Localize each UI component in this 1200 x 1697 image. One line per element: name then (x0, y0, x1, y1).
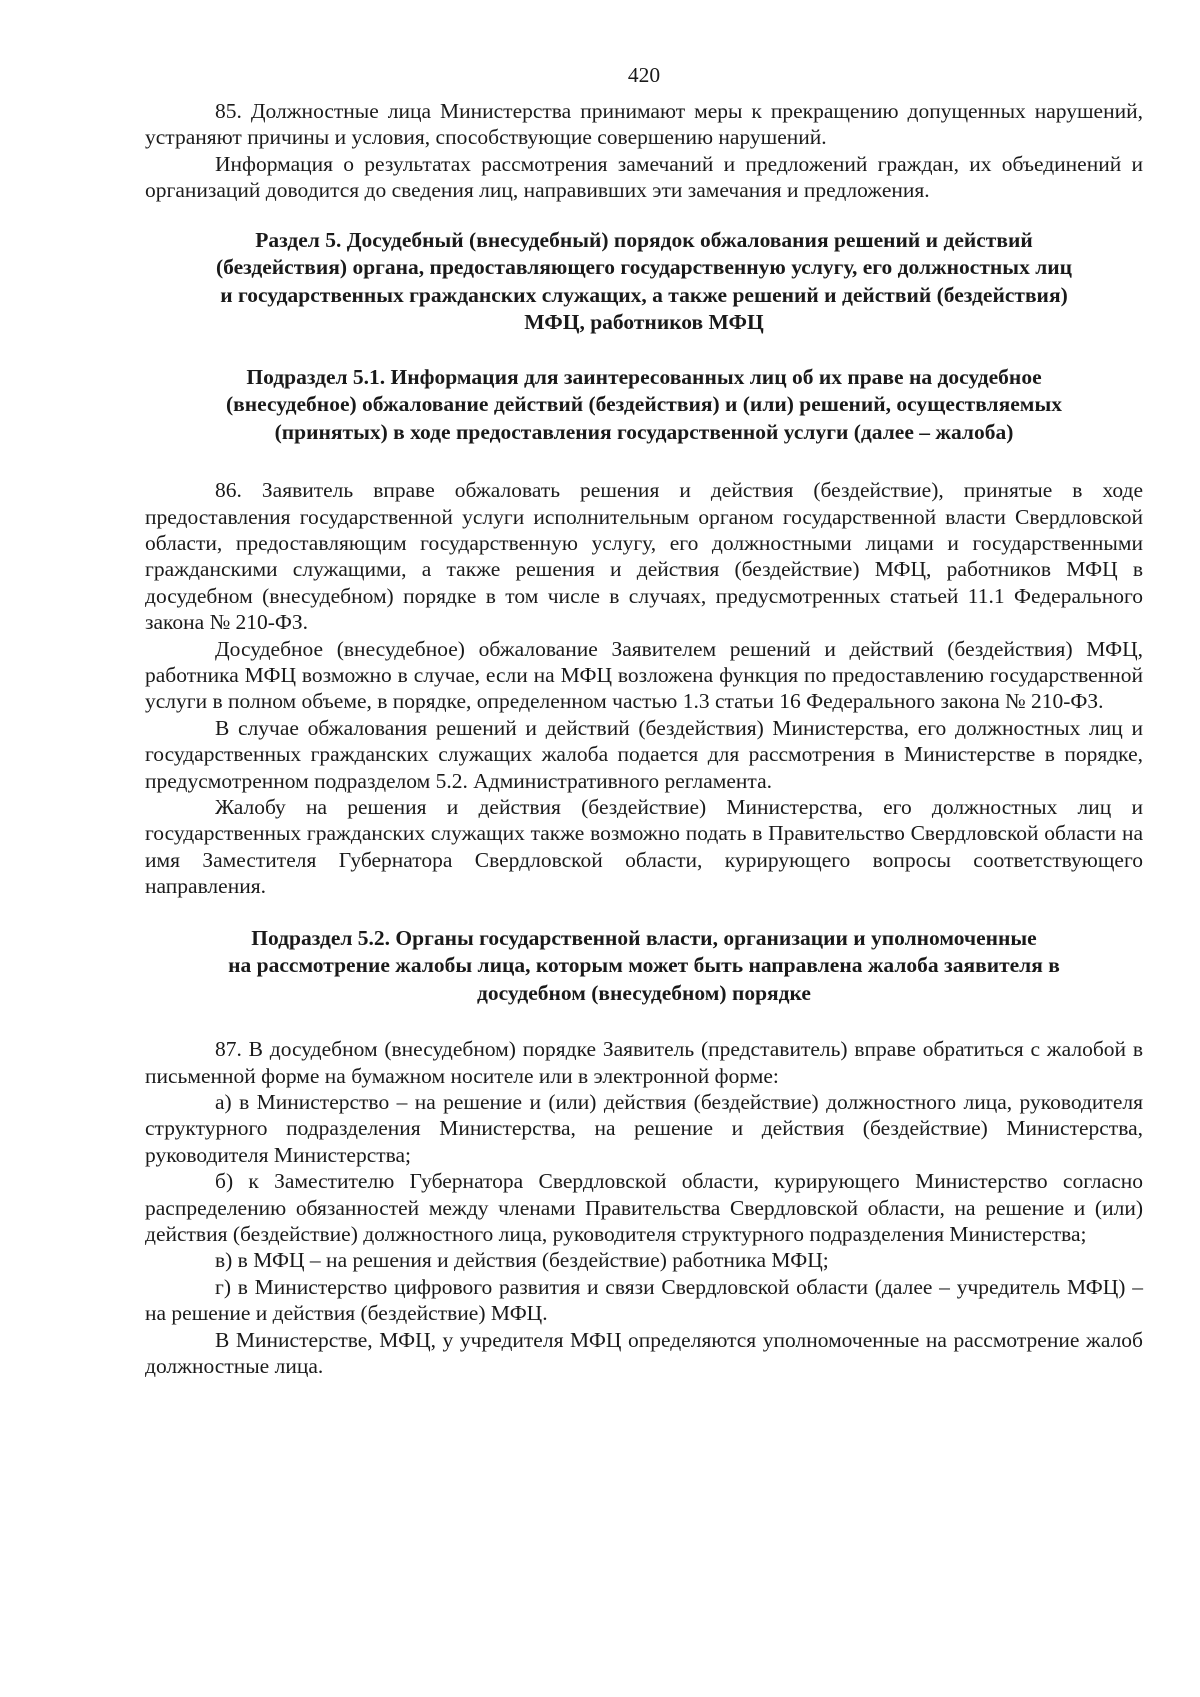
paragraph-85-info: Информация о результатах рассмотрения замечаний и предложений граждан, их объединений и организаций доводится до сведения лиц, направивших эти замечания и предложения. (145, 151, 1143, 203)
paragraph-group-85 (145, 98, 1143, 204)
subsection-5-2-heading (145, 925, 1143, 1008)
subsection-5-1-heading (145, 364, 1143, 447)
heading-line: и государственных гражданских служащих, а также решений и действий (бездействия) (220, 282, 1068, 307)
paragraph-87: 87. В досудебном (внесудебном) порядке Заявитель (представитель) вправе обратиться с жалобой в письменной форме на бумажном носителе или в электронной форме: (145, 1037, 1143, 1088)
section-5-heading (145, 227, 1143, 337)
paragraph-87-g: г) в Министерство цифрового развития и связи Свердловской области (далее – учредитель МФЦ) – на решение и действия (бездействие) МФЦ. (145, 1274, 1143, 1326)
paragraph-86-mfc: Досудебное (внесудебное) обжалование Заявителем решений и действий (бездействия) МФЦ, работника МФЦ возможно в случае, если на МФЦ возложена функция по предоставлению государственной услуги в полном объеме, в порядке, определенном частью 1.3 статьи 16 Федерального закона № 210-ФЗ. (145, 636, 1143, 714)
paragraph-group-87 (145, 1036, 1143, 1379)
paragraph-86-ministry: В случае обжалования решений и действий (бездействия) Министерства, его должностных лиц и государственных гражданских служащих жалоба подается для рассмотрения в Министерстве в порядке, предусмотренном подразделом 5.2. Административного регламента. (145, 715, 1143, 793)
heading-line: МФЦ, работников МФЦ (524, 310, 764, 335)
paragraph-87-officials: В Министерстве, МФЦ, у учредителя МФЦ определяются уполномоченные на рассмотрение жалоб должностные лица. (145, 1327, 1143, 1378)
paragraph-86-government: Жалобу на решения и действия (бездействие) Министерства, его должностных лиц и государственных гражданских служащих также возможно подать в Правительство Свердловской области на имя Заместителя Губернатора Свердловской области, курирующего вопросы соответствующего направления. (145, 795, 1143, 899)
heading-line: досудебном (внесудебном) порядке (477, 980, 811, 1005)
paragraph-87-a: а) в Министерство – на решение и (или) действия (бездействие) должностного лица, руководителя структурного подразделения Министерства, на решение и действия (бездействие) Министерства, руководителя Министерства; (145, 1089, 1143, 1167)
page-number: 420 (627, 63, 661, 87)
paragraph-86: 86. Заявитель вправе обжаловать решения и действия (бездействие), принятые в ходе предоставления государственной услуги исполнительным органом государственной власти Свердловской области, предоставляющим государственную услугу, его должностными лицами и государственными гражданскими служащими, а также решения и действия (бездействие) МФЦ, работников МФЦ в досудебном (внесудебном) порядке в том числе в случаях, предусмотренных статьей 11.1 Федерального закона № 210-ФЗ. (145, 478, 1143, 635)
heading-line: (принятых) в ходе предоставления государственной услуги (далее – жалоба) (274, 419, 1014, 444)
document-page (145, 62, 1143, 1379)
paragraph-87-v: в) в МФЦ – на решения и действия (бездействие) работника МФЦ; (215, 1248, 829, 1273)
paragraph-group-86 (145, 477, 1143, 900)
paragraph-87-b: б) к Заместителю Губернатора Свердловской области, курирующего Министерство согласно распределению обязанностей между членами Правительства Свердловской области, на решение и (или) действия (бездействие) должностного лица, руководителя структурного подразделения Министерства; (145, 1169, 1143, 1246)
heading-line: на рассмотрение жалобы лица, которым может быть направлена жалоба заявителя в (228, 953, 1060, 978)
heading-line: Раздел 5. Досудебный (внесудебный) порядок обжалования решений и действий (255, 227, 1033, 252)
heading-line: (внесудебное) обжалование действий (бездействия) и (или) решений, осуществляемых (226, 392, 1062, 417)
heading-line: Подраздел 5.2. Органы государственной власти, организации и уполномоченные (251, 925, 1037, 950)
heading-line: Подраздел 5.1. Информация для заинтересованных лиц об их праве на досудебное (246, 364, 1042, 389)
paragraph-85: 85. Должностные лица Министерства принимают меры к прекращению допущенных нарушений, устраняют причины и условия, способствующие совершению нарушений. (145, 99, 1143, 150)
heading-line: (бездействия) органа, предоставляющего государственную услугу, его должностных лиц (215, 255, 1073, 280)
